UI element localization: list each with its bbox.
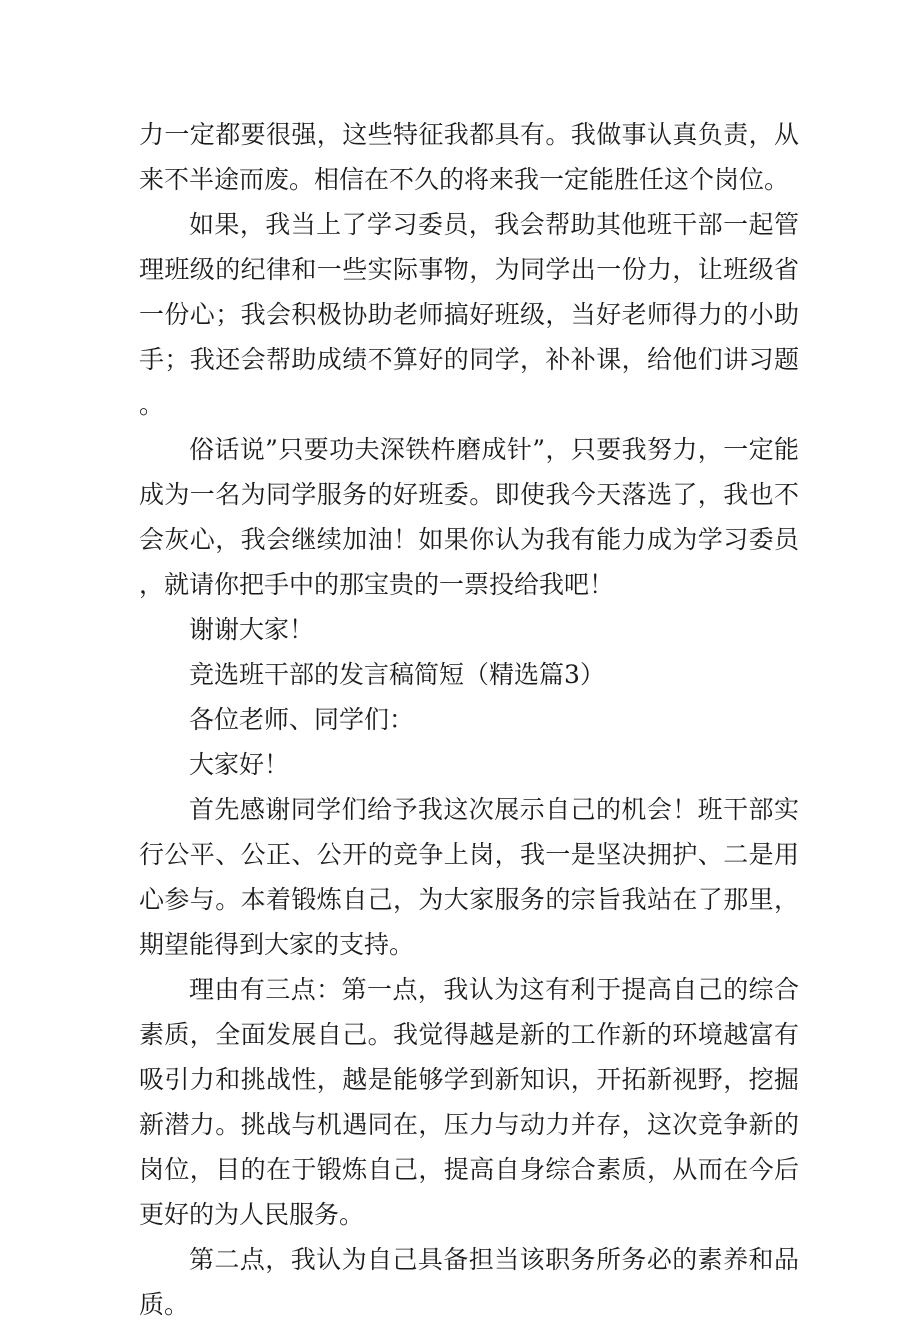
paragraph: 谢谢大家！ <box>189 615 315 644</box>
document-body <box>139 112 799 1327</box>
salutation: 各位老师、同学们： <box>189 705 415 734</box>
paragraph: 理由有三点：第一点，我认为这有利于提高自己的综合素质，全面发展自己。我觉得越是新的工作新的环境越富有吸引力和挑战性，越是能够学到新知识，开拓新视野，挖掘新潜力。挑战与机遇同在，压力与动力并存，这次竞争新的岗位，目的在于锻炼自己，提高自身综合素质，从而在今后更好的为人民服务。 <box>139 975 799 1229</box>
section-heading: 竞选班干部的发言稿简短（精选篇3） <box>189 660 605 689</box>
paragraph: 如果，我当上了学习委员，我会帮助其他班干部一起管理班级的纪律和一些实际事物，为同学出一份力，让班级省一份心；我会积极协助老师搞好班级，当好老师得力的小助手；我还会帮助成绩不算好的同学，补补课，给他们讲习题。 <box>139 210 799 419</box>
paragraph: 首先感谢同学们给予我这次展示自己的机会！班干部实行公平、公正、公开的竞争上岗，我一是坚决拥护、二是用心参与。本着锻炼自己，为大家服务的宗旨我站在了那里，期望能得到大家的支持。 <box>139 795 799 959</box>
paragraph: 第二点，我认为自己具备担当该职务所务必的素养和品质。 <box>139 1245 799 1319</box>
greeting: 大家好！ <box>189 750 290 779</box>
paragraph-continuation: 力一定都要很强，这些特征我都具有。我做事认真负责，从来不半途而废。相信在不久的将来我一定能胜任这个岗位。 <box>139 120 799 194</box>
paragraph: 俗话说”只要功夫深铁杵磨成针”，只要我努力，一定能成为一名为同学服务的好班委。即使我今天落选了，我也不会灰心，我会继续加油！如果你认为我有能力成为学习委员，就请你把手中的那宝贵的一票投给我吧！ <box>139 435 799 599</box>
